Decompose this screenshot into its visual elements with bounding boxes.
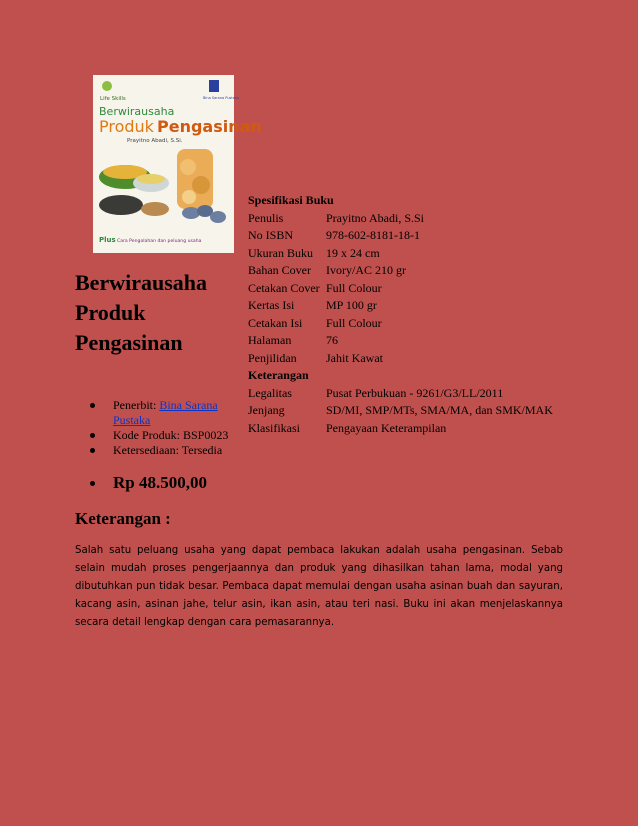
spec-label: Bahan Cover bbox=[248, 263, 311, 277]
publisher-link[interactable]: Bina Sarana Pustaka bbox=[113, 398, 218, 427]
product-price: Rp 48.500,00 bbox=[75, 472, 207, 494]
spec-label: Jenjang bbox=[248, 403, 285, 417]
spec-label: Ukuran Buku bbox=[248, 245, 313, 260]
salted-egg-icon bbox=[182, 207, 200, 219]
spec-label: Penulis bbox=[248, 210, 284, 225]
publisher-item bbox=[75, 398, 250, 428]
spec-value: 19 x 24 cm bbox=[326, 245, 380, 260]
spec-value: 76 bbox=[326, 333, 338, 347]
spec-row bbox=[248, 350, 553, 368]
spec-value: Pusat Perbukuan - 9261/G3/LL/2011 bbox=[326, 385, 504, 400]
fish-plate-icon bbox=[99, 195, 143, 215]
description-text: Salah satu peluang usaha yang dapat pembaca lakukan adalah usaha pengasinan. Sebab selain mudah proses pengerjaannya dan produk yang dihasilkan tahan lama, modal yang dibutuhkan pun tidak besar. Pembaca dapat memulai dengan usaha asinan buah dan sayuran, kacang asin, asinan jahe, telur asin, ikan asin, atau teri nasi. Buku ini akan menjelaskannya secara detail lengkap dengan cara pemasarannya. bbox=[75, 545, 563, 628]
cover-author: Prayitno Abadi, S.Si. bbox=[127, 138, 183, 144]
spec-label: Klasifikasi bbox=[248, 420, 300, 435]
spec-label: No ISBN bbox=[248, 228, 294, 242]
spec-label: Kertas Isi bbox=[248, 298, 295, 312]
spec-row bbox=[248, 332, 553, 350]
availability-item: Ketersediaan: Tersedia bbox=[75, 443, 250, 458]
spec-row bbox=[248, 402, 553, 420]
spec-label: Penjilidan bbox=[248, 350, 297, 365]
spec-row bbox=[248, 227, 553, 245]
book-cover-image bbox=[93, 75, 262, 253]
spec-value: Pengayaan Keterampilan bbox=[326, 420, 447, 435]
spec-label: Legalitas bbox=[248, 385, 292, 400]
spec-label: Cetakan Isi bbox=[248, 315, 303, 330]
spec-value: Jahit Kawat bbox=[326, 350, 383, 365]
product-code-item: Kode Produk: BSP0023 bbox=[75, 428, 250, 443]
cover-publisher: Bina Sarana Pustaka bbox=[203, 96, 239, 100]
cover-title-line1: Berwirausaha bbox=[99, 105, 175, 118]
spec-row bbox=[248, 210, 553, 228]
cover-plus-label: Plus bbox=[99, 236, 116, 244]
spec-label: Halaman bbox=[248, 333, 292, 347]
publisher-label: Penerbit: bbox=[113, 398, 160, 412]
spec-row bbox=[248, 245, 553, 263]
spec-row bbox=[248, 420, 553, 438]
spec-row bbox=[248, 315, 553, 333]
product-title: Berwirausaha Produk Pengasinan bbox=[75, 270, 207, 355]
spec-row bbox=[248, 262, 553, 280]
product-meta-list bbox=[75, 398, 250, 458]
cover-title-line2b: Pengasinan bbox=[157, 117, 262, 136]
spec-value: SD/MI, SMP/MTs, SMA/MA, dan SMK/MAK bbox=[326, 403, 553, 417]
spec-value: Full Colour bbox=[326, 315, 382, 330]
book-cover-illustration bbox=[93, 75, 262, 253]
spec-value: MP 100 gr bbox=[326, 298, 377, 312]
spec-value: Prayitno Abadi, S.Si bbox=[326, 210, 425, 225]
description-heading: Keterangan : bbox=[75, 509, 171, 528]
keterangan-heading: Keterangan bbox=[248, 368, 309, 382]
spec-row bbox=[248, 297, 553, 315]
spec-value: 978-602-8181-18-1 bbox=[326, 228, 420, 242]
publisher-logo-icon bbox=[209, 80, 219, 92]
cover-plus-text: Cara Pengolahan dan peluang usaha bbox=[117, 239, 202, 244]
spec-value: Full Colour bbox=[326, 280, 382, 295]
spec-value: Ivory/AC 210 gr bbox=[326, 263, 406, 277]
spec-row bbox=[248, 385, 553, 403]
cover-series: Life Skills bbox=[100, 96, 126, 102]
price-list bbox=[75, 472, 207, 494]
spec-heading: Spesifikasi Buku bbox=[248, 193, 334, 207]
cover-title-line2a: Produk bbox=[99, 117, 154, 136]
specification-table bbox=[248, 192, 553, 437]
spec-label: Cetakan Cover bbox=[248, 280, 320, 295]
spec-row bbox=[248, 280, 553, 298]
